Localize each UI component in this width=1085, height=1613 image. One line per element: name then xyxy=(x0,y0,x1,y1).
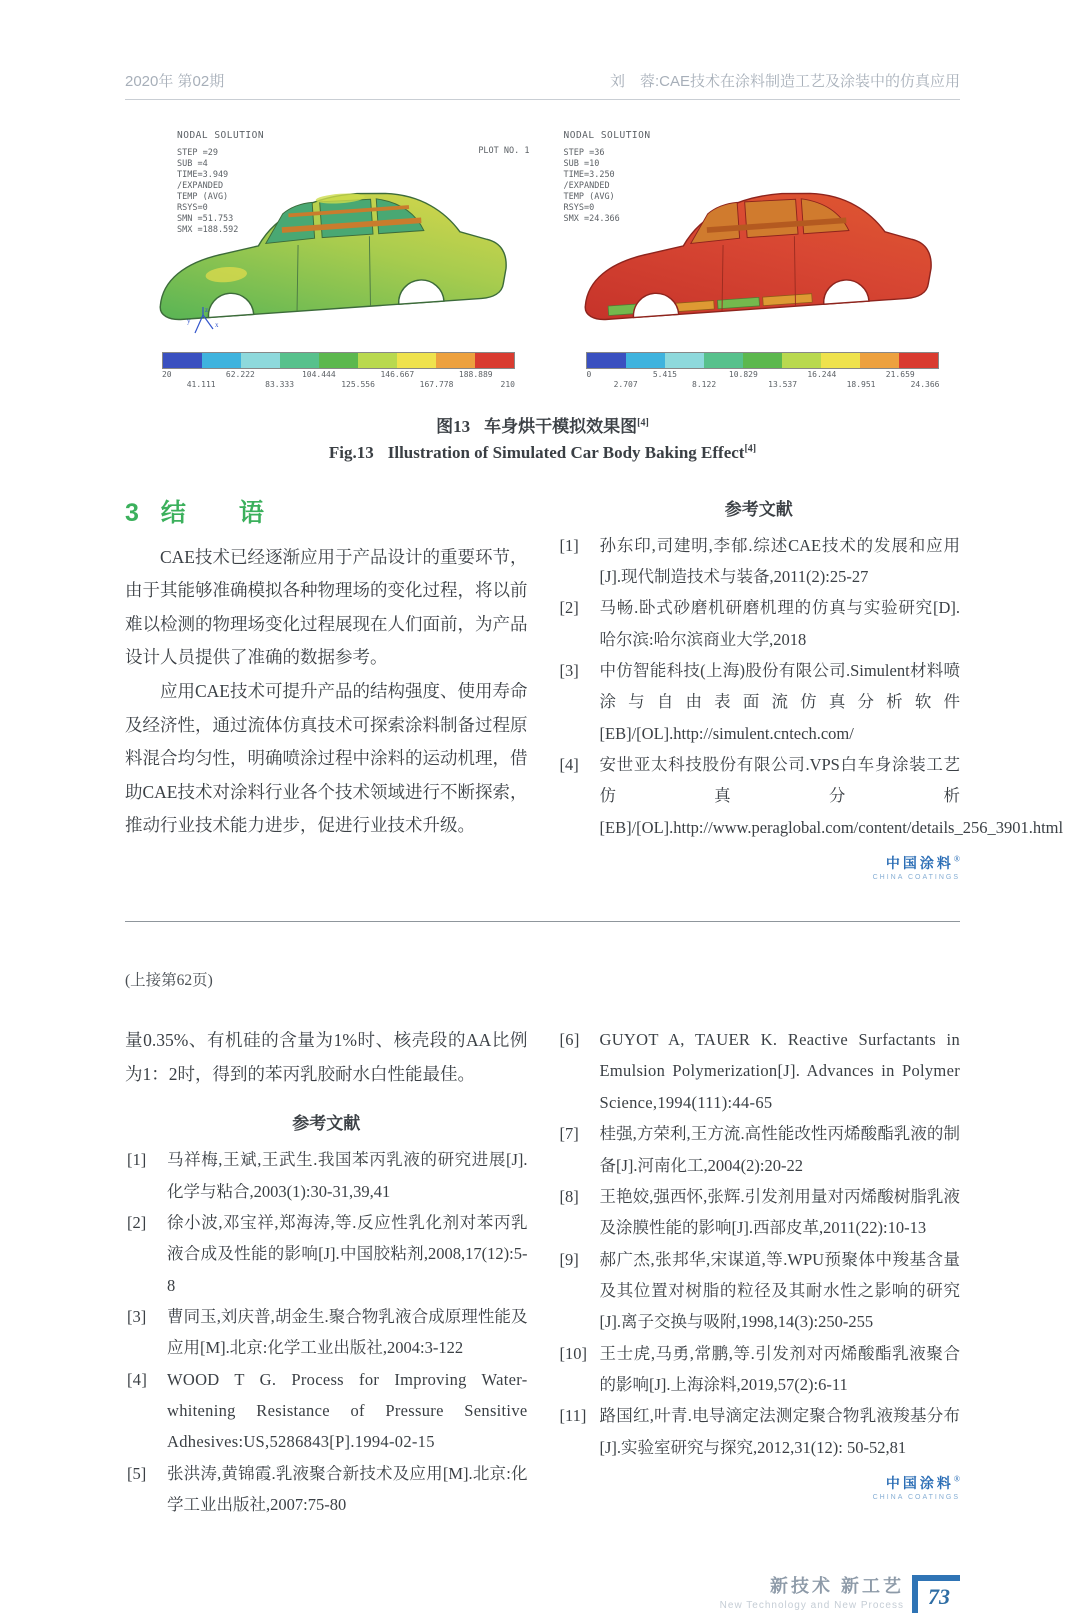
temperature-colorbar-left xyxy=(162,352,515,396)
colorbar-cell xyxy=(241,353,280,368)
svg-text:z: z xyxy=(205,306,209,314)
references-heading-2: 参考文献 xyxy=(292,1114,361,1134)
reference-item: [5] 张洪涛,黄锦霞.乳液聚合新技术及应用[M].北京:化学工业出版社,2007:75-80 xyxy=(127,1463,528,1515)
colorbar-cell xyxy=(860,353,899,368)
temperature-colorbar-right xyxy=(586,352,939,396)
china-coatings-logo: 中国涂料® CHINA COATINGS xyxy=(872,1474,960,1501)
reference-item: [2] 徐小波,邓宝祥,郑海涛,等.反应性乳化剂对苯丙乳液合成及性能的影响[J].中国胶粘剂,2008,17(12):5-8 xyxy=(127,1213,528,1295)
issue-label: 2020年 第02期 xyxy=(125,73,225,90)
colorbar-cell xyxy=(436,353,475,368)
colorbar-cell xyxy=(587,353,626,368)
reference-item: [6] GUYOT A, TAUER K. Reactive Surfactants in Emulsion Polymerization[J]. Advances in Polymer Science,1994(111):44-65 xyxy=(559,1030,960,1112)
figure-caption-en: Fig.13 Illustration of Simulated Car Body Baking Effect[4] xyxy=(328,443,757,463)
ansys-legend-left: NODAL SOLUTION STEP =29 SUB =4 TIME=3.949 /EXPANDED TEMP (AVG) RSYS=0 SMN =51.753 SMX =188.592 xyxy=(177,130,265,235)
colorbar-cell xyxy=(475,353,514,368)
figure-caption xyxy=(125,414,960,467)
reference-item: [1] 马祥梅,王斌,王武生.我国苯丙乳液的研究进展[J].化学与粘合,2003(1):30-31,39,41 xyxy=(127,1150,528,1201)
conclusion-column xyxy=(125,491,528,881)
colorbar-cell xyxy=(163,353,202,368)
section-divider xyxy=(125,921,960,922)
colorbar-cell xyxy=(704,353,743,368)
conclusion-paragraph-2: 应用CAE技术可提升产品的结构强度、使用寿命及经济性，通过流体仿真技术可探索涂料制备过程原料混合均匀性，明确喷涂过程中涂料的运动机理，借助CAE技术对涂料行业各个技术领域进行不断探索，推动行业技术能力进步，促进行业技术升级。 xyxy=(125,681,528,836)
svg-text:x: x xyxy=(215,321,219,329)
china-coatings-logo: 中国涂料® CHINA COATINGS xyxy=(872,854,960,882)
colorbar-cell xyxy=(202,353,241,368)
figure-caption-zh: 图13 车身烘干模拟效果图[4] xyxy=(436,417,649,436)
references-heading: 参考文献 xyxy=(724,499,793,519)
plot-number-label: PLOT NO. 1 xyxy=(478,146,530,156)
running-title: 刘 蓉:CAE技术在涂料制造工艺及涂装中的仿真应用 xyxy=(609,73,960,90)
footer-title-block xyxy=(720,1572,904,1613)
simulation-panel-left xyxy=(125,116,536,404)
colorbar-cell xyxy=(821,353,860,368)
page-footer xyxy=(125,1572,960,1613)
colorbar-cell xyxy=(782,353,821,368)
upper-columns xyxy=(125,491,1064,882)
reference-item: [4] 安世亚太科技股份有限公司.VPS白车身涂装工艺仿真分析[EB]/[OL].http://www.peraglobal.com/content/details_256_3901.html xyxy=(559,755,1064,837)
reference-item: [3] 曹同玉,刘庆普,胡金生.聚合物乳液合成原理性能及应用[M].北京:化学工业出版社,2004:3-122 xyxy=(127,1307,528,1358)
references-column-top xyxy=(558,491,1064,882)
reference-item: [7] 桂强,方荣利,王方流.高性能改性丙烯酸酯乳液的制备[J].河南化工,2004(2):20-22 xyxy=(559,1124,960,1175)
continued-text-column xyxy=(125,1024,528,1520)
colorbar-cell xyxy=(280,353,319,368)
colorbar-cell xyxy=(743,353,782,368)
continued-paragraph: 量0.35%、有机硅的含量为1%时、核壳段的AA比例为1：2时，得到的苯丙乳胶耐水白性能最佳。 xyxy=(125,1030,528,1084)
colorbar-cell xyxy=(665,353,704,368)
footer-title-en: New Technology and New Process xyxy=(719,1600,904,1612)
reference-item: [2] 马畅.卧式砂磨机研磨机理的仿真与实验研究[D].哈尔滨:哈尔滨商业大学,2018 xyxy=(559,598,960,649)
reference-item: [3] 中仿智能科技(上海)股份有限公司.Simulent材料喷涂与自由表面流仿真分析软件[EB]/[OL].http://simulent.cntech.com/ xyxy=(559,661,960,743)
colorbar-cell xyxy=(319,353,358,368)
colorbar-cell xyxy=(358,353,397,368)
section-heading: 3 结 语 xyxy=(125,498,278,527)
reference-item: [4] WOOD T G. Process for Improving Water-whitening Resistance of Pressure Sensitive Adhesives:US,5286843[P].1994-02-15 xyxy=(127,1369,528,1452)
continuation-note: (上接第62页) xyxy=(125,972,213,990)
figure-13 xyxy=(125,116,960,404)
page-header xyxy=(125,70,960,100)
simulation-panel-right xyxy=(550,116,961,404)
reference-item: [8] 王艳姣,强西怀,张辉.引发剂用量对丙烯酸树脂乳液及涂膜性能的影响[J].西部皮革,2011(22):10-13 xyxy=(559,1186,960,1238)
colorbar-cell xyxy=(899,353,938,368)
references-column-bottom xyxy=(558,1024,961,1520)
reference-item: [9] 郝广杰,张邦华,宋谋道,等.WPU预聚体中羧基含量及其位置对树脂的粒径及其耐水性之影响的研究[J].离子交换与吸附,1998,14(3):250-255 xyxy=(559,1249,960,1332)
reference-item: [1] 孙东印,司建明,李郁.综述CAE技术的发展和应用[J].现代制造技术与装备,2011(2):25-27 xyxy=(559,535,960,587)
axis-triad-icon xyxy=(183,305,225,346)
footer-title-zh: 新技术 新工艺 xyxy=(769,1576,904,1597)
colorbar-labels-right: 0 2.707 5.415 8.122 10.829 13.537 16.244 18.951 21.659 24.366 xyxy=(586,370,940,389)
colorbar-cell xyxy=(397,353,436,368)
lower-columns xyxy=(125,1024,960,1520)
colorbar-labels-left: 20 41.111 62.222 83.333 104.444 125.556 146.667 167.778 188.889 210 xyxy=(161,370,515,389)
reference-item: [11] 路国红,叶青.电导滴定法测定聚合物乳液羧基分布[J].实验室研究与探究,2012,31(12): 50-52,81 xyxy=(559,1406,960,1457)
colorbar-cell xyxy=(626,353,665,368)
reference-item: [10] 王士虎,马勇,常鹏,等.引发剂对丙烯酸酯乳液聚合的影响[J].上海涂料,2019,57(2):6-11 xyxy=(559,1343,960,1394)
ansys-legend-right: NODAL SOLUTION STEP =36 SUB =10 TIME=3.250 /EXPANDED TEMP (AVG) RSYS=0 SMX =24.366 xyxy=(563,130,651,224)
svg-text:y: y xyxy=(187,317,191,325)
conclusion-paragraph-1: CAE技术已经逐渐应用于产品设计的重要环节，由于其能够准确模拟各种物理场的变化过程，将以前难以检测的物理场变化过程展现在人们面前，为产品设计人员提供了准确的数据参考。 xyxy=(125,546,528,668)
page-number: 73 xyxy=(912,1575,960,1613)
